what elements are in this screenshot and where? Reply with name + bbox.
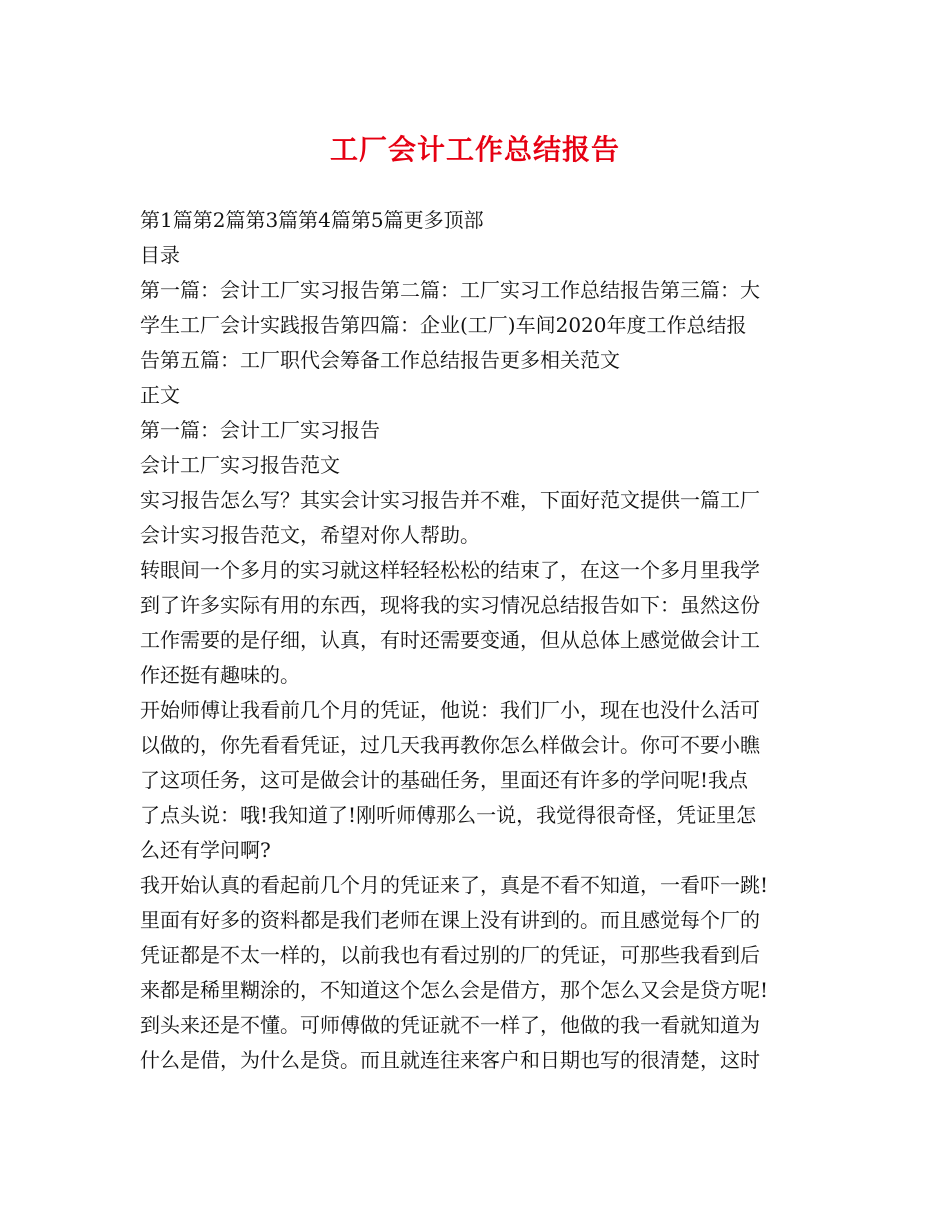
text-line: 我开始认真的看起前几个月的凭证来了，真是不看不知道，一看吓一跳!: [140, 873, 769, 897]
text-line: 以做的，你先看看凭证，过几天我再教你怎么样做会计。你可不要小瞧: [140, 733, 760, 757]
text-line: 什么是借，为什么是贷。而且就连往来客户和日期也写的很清楚，这时: [140, 1048, 760, 1072]
document-body: [140, 203, 820, 1078]
text-line: 第1篇第2篇第3篇第4篇第5篇更多顶部: [140, 208, 484, 232]
text-line: 么还有学问啊?: [140, 838, 271, 862]
text-line: 学生工厂会计实践报告第四篇：企业(工厂)车间2020年度工作总结报: [140, 313, 747, 337]
text-line: 了这项任务，这可是做会计的基础任务，里面还有许多的学问呢!我点: [140, 768, 749, 792]
text-line: 作还挺有趣味的。: [140, 663, 300, 687]
text-line: 实习报告怎么写？其实会计实习报告并不难，下面好范文提供一篇工厂: [140, 488, 760, 512]
text-line: 会计实习报告范文，希望对你人帮助。: [140, 523, 480, 547]
text-line: 凭证都是不太一样的，以前我也有看过别的厂的凭证，可那些我看到后: [140, 943, 760, 967]
text-line: 正文: [140, 383, 180, 407]
text-line: 目录: [140, 243, 180, 267]
text-line: 到头来还是不懂。可师傅做的凭证就不一样了，他做的我一看就知道为: [140, 1013, 760, 1037]
text-line: 了点头说：哦!我知道了!刚听师傅那么一说，我觉得很奇怪，凭证里怎: [140, 803, 757, 827]
text-line: 里面有好多的资料都是我们老师在课上没有讲到的。而且感觉每个厂的: [140, 908, 760, 932]
text-line: 第一篇：会计工厂实习报告第二篇：工厂实习工作总结报告第三篇：大: [140, 278, 760, 302]
text-line: 开始师傅让我看前几个月的凭证，他说：我们厂小，现在也没什么活可: [140, 698, 760, 722]
document-title: 工厂会计工作总结报告: [329, 133, 620, 166]
text-line: 工作需要的是仔细，认真，有时还需要变通，但从总体上感觉做会计工: [140, 628, 760, 652]
text-line: 告第五篇：工厂职代会筹备工作总结报告更多相关范文: [140, 348, 620, 372]
text-line: 转眼间一个多月的实习就这样轻轻松松的结束了，在这一个多月里我学: [140, 558, 760, 582]
text-line: 到了许多实际有用的东西，现将我的实习情况总结报告如下：虽然这份: [140, 593, 760, 617]
text-line: 会计工厂实习报告范文: [140, 453, 340, 477]
text-line: 来都是稀里糊涂的，不知道这个怎么会是借方，那个怎么又会是贷方呢!: [140, 978, 769, 1002]
text-line: 第一篇：会计工厂实习报告: [140, 418, 380, 442]
